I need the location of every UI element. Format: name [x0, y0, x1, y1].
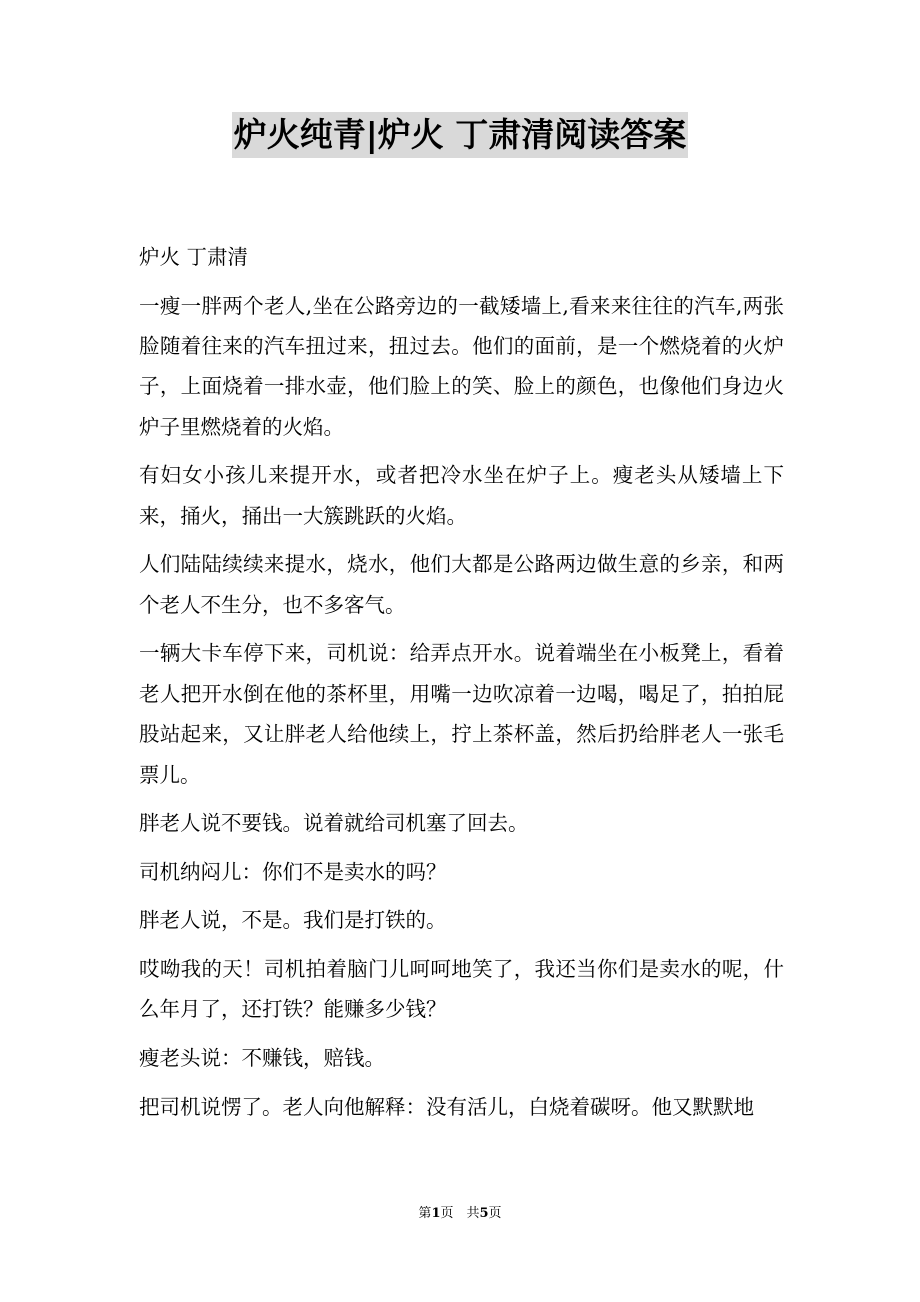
document-body	[139, 237, 784, 1135]
paragraph: 一瘦一胖两个老人,坐在公路旁边的一截矮墙上,看来来往往的汽车,两张脸随着往来的汽车扭过来，扭过去。他们的面前，是一个燃烧着的火炉子，上面烧着一排水壶，他们脸上的笑、脸上的颜色，也像他们身边火炉子里燃烧着的火焰。	[139, 293, 784, 439]
paragraph-byline: 炉火 丁肃清	[139, 245, 249, 269]
paragraph: 人们陆陆续续来提水，烧水，他们大都是公路两边做生意的乡亲，和两个老人不生分，也不多客气。	[139, 552, 784, 617]
footer-page-suffix: 页	[488, 1206, 502, 1221]
title-container	[0, 112, 920, 158]
footer-page-total: 5	[479, 1206, 489, 1221]
paragraph: 司机纳闷儿：你们不是卖水的吗？	[139, 859, 447, 884]
paragraph: 胖老人说不要钱。说着就给司机塞了回去。	[139, 811, 529, 836]
paragraph: 哎呦我的天！司机拍着脑门儿呵呵地笑了，我还当你们是卖水的呢，什么年月了，还打铁？能赚多少钱？	[139, 957, 784, 1022]
footer-page-mid: 页 共	[440, 1206, 480, 1221]
paragraph: 一辆大卡车停下来，司机说：给弄点开水。说着端坐在小板凳上，看着老人把开水倒在他的茶杯里，用嘴一边吹凉着一边喝，喝足了，拍拍屁股站起来，又让胖老人给他续上，拧上茶杯盖，然后扔给胖老人一张毛票儿。	[139, 641, 784, 787]
paragraph: 把司机说愣了。老人向他解释：没有活儿，白烧着碳呀。他又默默地	[139, 1094, 754, 1119]
footer-page-prefix: 第	[418, 1206, 432, 1221]
footer-page-current: 1	[431, 1206, 441, 1221]
paragraph: 有妇女小孩儿来提开水，或者把冷水坐在炉子上。瘦老头从矮墙上下来，捅火，捅出一大簇跳跃的火焰。	[139, 463, 784, 528]
page-footer	[0, 1205, 920, 1223]
paragraph: 胖老人说，不是。我们是打铁的。	[139, 908, 447, 933]
document-title: 炉火纯青|炉火 丁肃清阅读答案	[232, 112, 689, 158]
paragraph: 瘦老头说：不赚钱，赔钱。	[139, 1046, 385, 1070]
